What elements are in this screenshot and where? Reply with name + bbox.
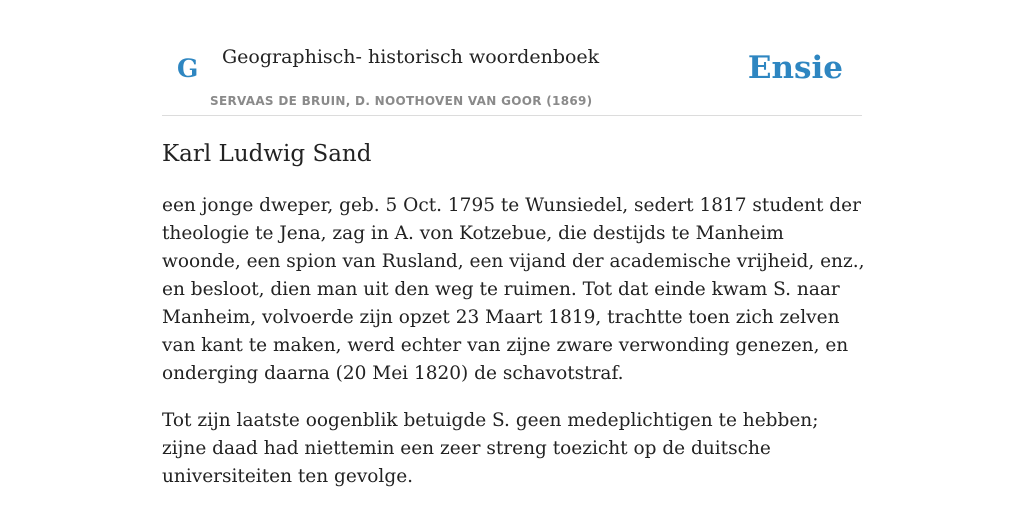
ensie-logo[interactable]: Ensie <box>747 50 843 86</box>
book-letter-link[interactable]: G <box>177 54 199 83</box>
entry-paragraph: Tot zijn laatste oogenblik betuigde S. geen medeplichtigen te hebben; zijne daad had niettemin een zeer streng toezicht op de duitsche universiteiten ten gevolge. <box>162 410 819 487</box>
header <box>162 38 862 116</box>
entry-title: Karl Ludwig Sand <box>162 141 372 167</box>
book-authors: SERVAAS DE BRUIN, D. NOOTHOVEN VAN GOOR (1869) <box>210 94 593 108</box>
entry-body <box>162 192 867 510</box>
entry-paragraph: een jonge dweper, geb. 5 Oct. 1795 te Wunsiedel, sedert 1817 student der theologie te Jena, zag in A. von Kotzebue, die destijds te Manheim woonde, een spion van Rusland, een vijand der academische vrijheid, enz., en besloot, dien man uit den weg te ruimen. Tot dat einde kwam S. naar Manheim, volvoerde zijn opzet 23 Maart 1819, trachtte toen zich zelven van kant te maken, werd echter van zijne zware verwonding genezen, en onderging daarna (20 Mei 1820) de schavotstraf. <box>162 195 865 384</box>
book-title-link[interactable]: Geographisch- historisch woordenboek <box>222 46 600 68</box>
